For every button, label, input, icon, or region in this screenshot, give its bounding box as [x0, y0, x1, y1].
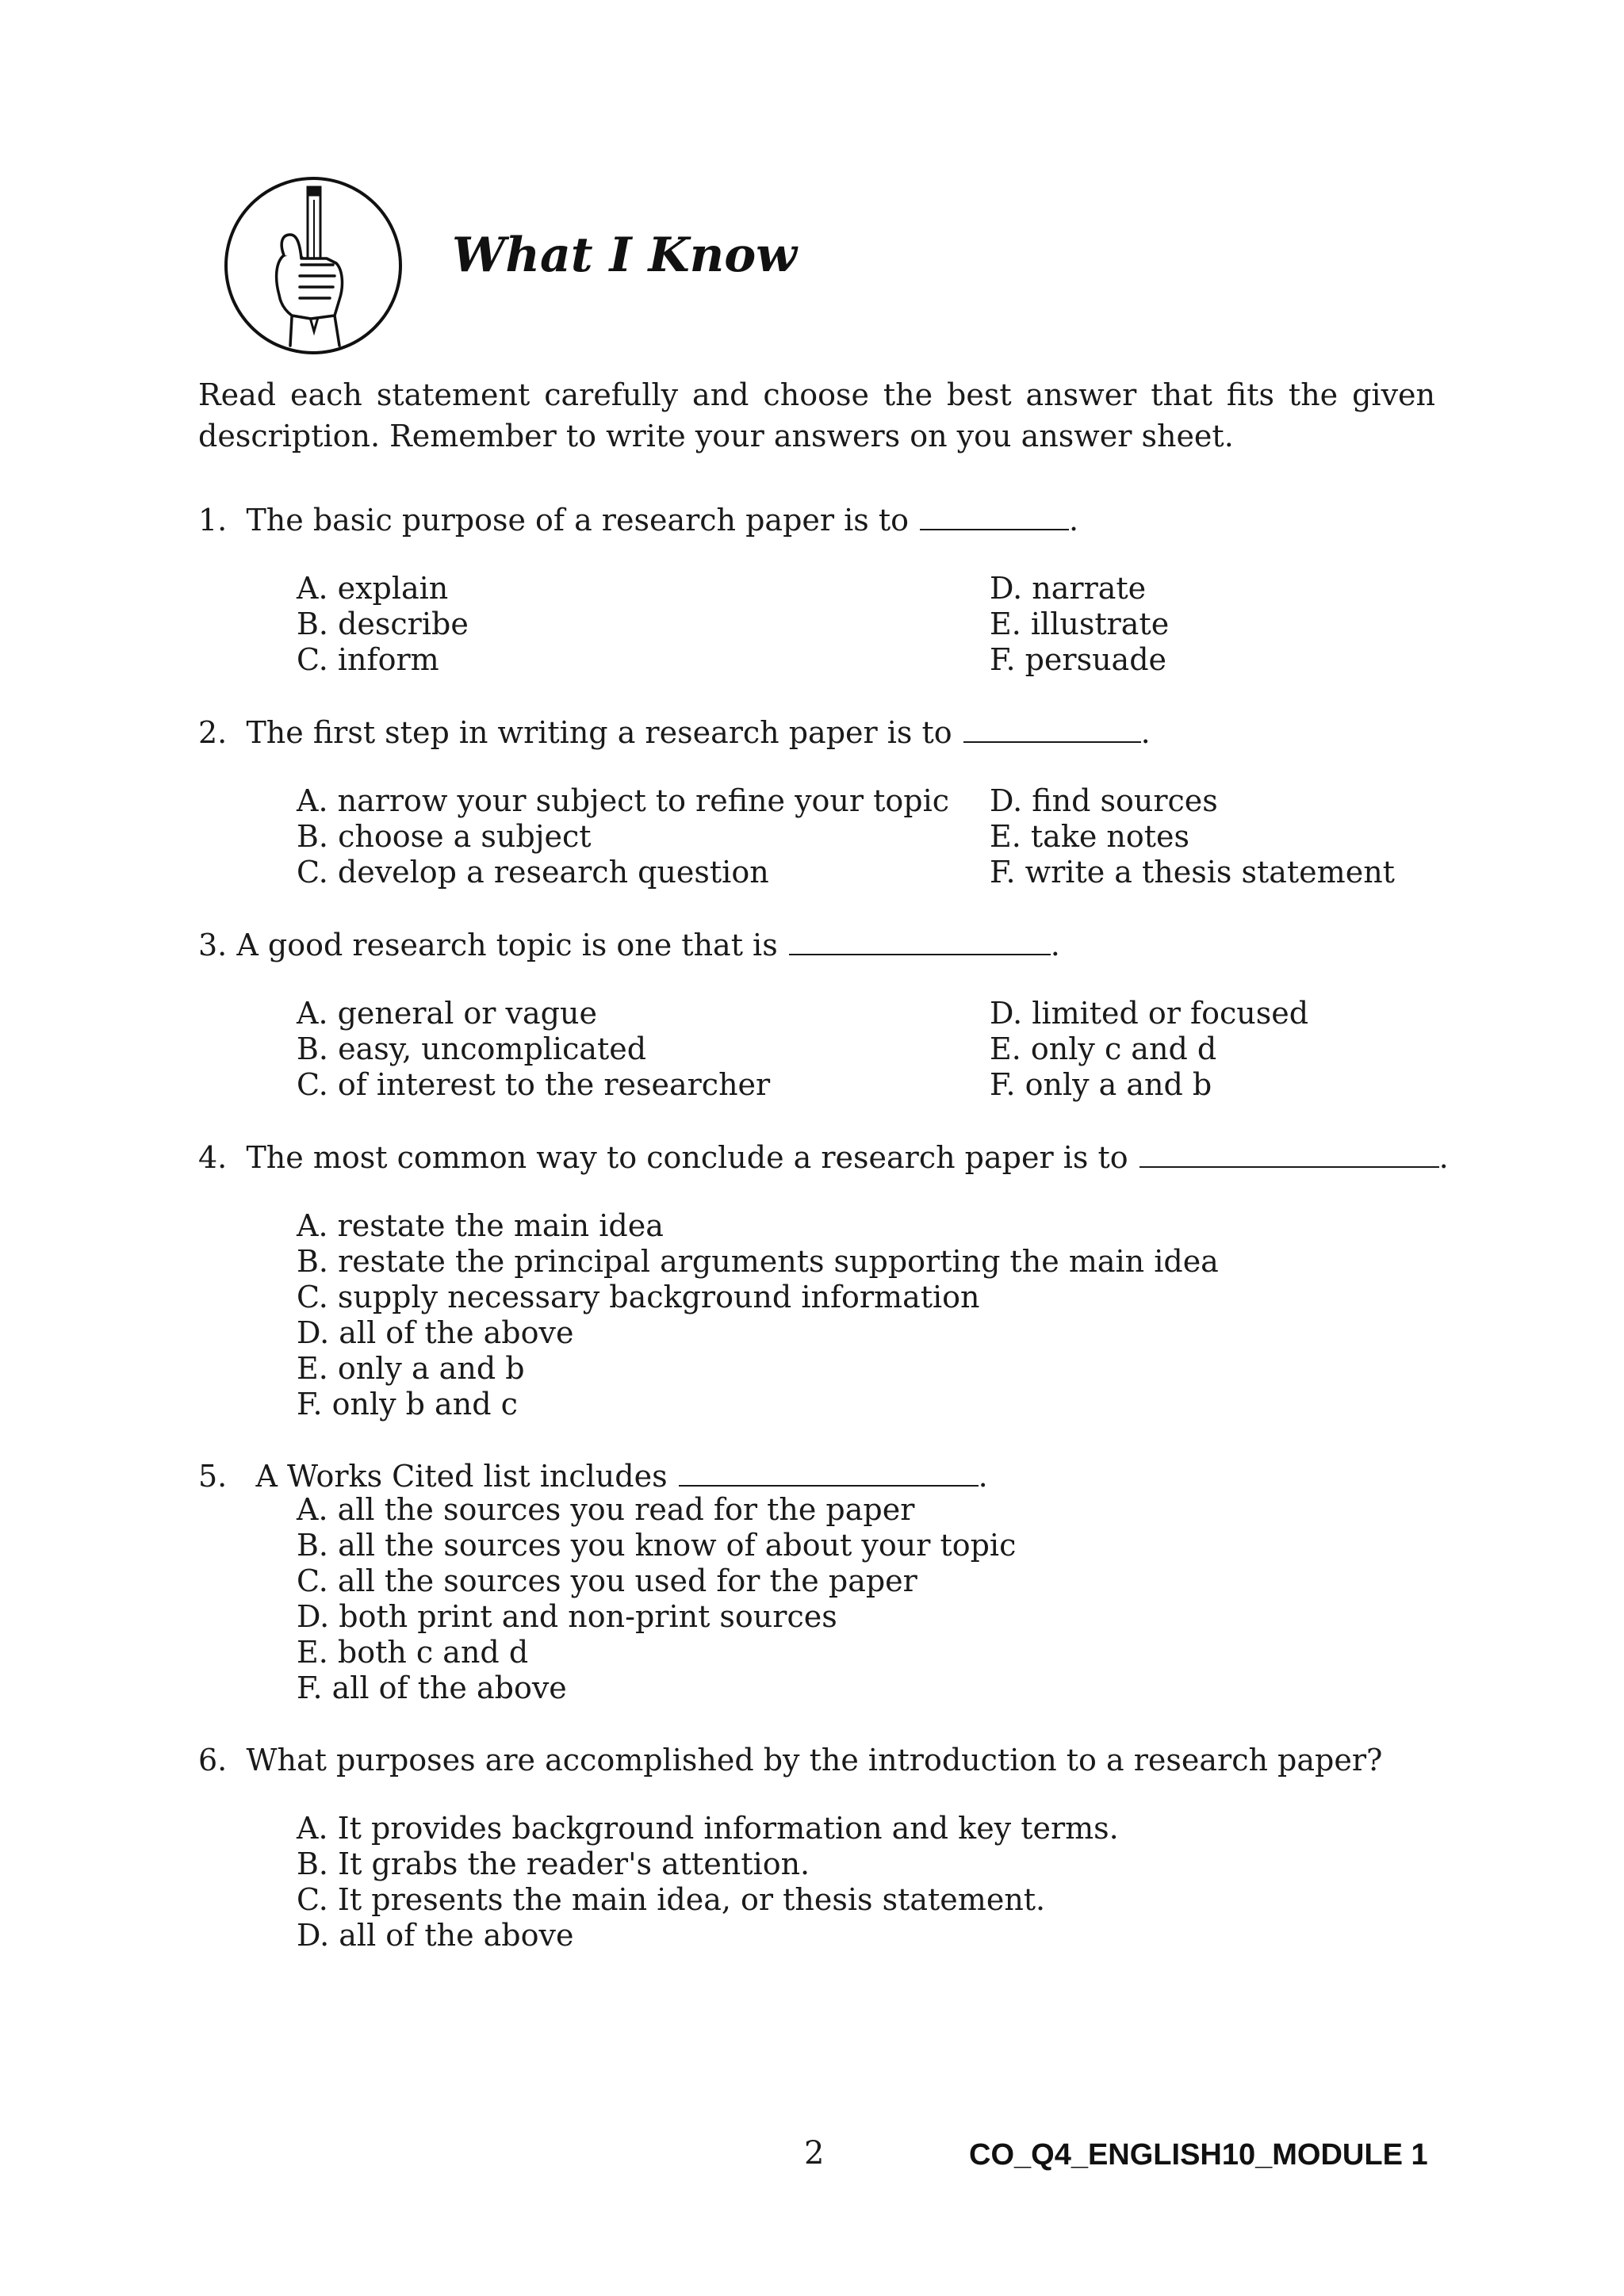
option: A. explain: [297, 571, 449, 606]
question-stem: A Works Cited list includes: [255, 1459, 668, 1494]
option: D. both print and non-print sources: [297, 1599, 837, 1634]
option: C. It presents the main idea, or thesis statement.: [297, 1882, 1046, 1917]
question-number: 4.: [198, 1140, 228, 1175]
answer-blank: [679, 1456, 979, 1487]
question-6-options: [297, 1811, 1454, 1954]
question-3: 3. A good research topic is one that is .: [198, 924, 1483, 966]
question-1-options: [297, 571, 1454, 678]
option: B. describe: [297, 607, 469, 641]
option: D. narrate: [990, 571, 1147, 606]
question-4: 4. The most common way to conclude a research paper is to .: [198, 1137, 1483, 1178]
option: A. narrow your subject to refine your topic: [297, 783, 950, 818]
option: B. choose a subject: [297, 819, 592, 854]
answer-blank: [963, 713, 1141, 743]
option: C. of interest to the researcher: [297, 1067, 771, 1102]
question-2: 2. The first step in writing a research paper is to .: [198, 712, 1483, 753]
question-6: [198, 1739, 1483, 1781]
question-stem: A good research topic is one that is: [236, 928, 778, 962]
instructions-text: Read each statement carefully and choose the best answer that fits the given description. Remember to write your answers on you answer sheet.: [198, 377, 1435, 453]
page-number: 2: [804, 2135, 825, 2172]
question-3-options: [297, 996, 1454, 1103]
option: B. easy, uncomplicated: [297, 1031, 647, 1066]
option: B. all the sources you know of about your topic: [297, 1528, 1017, 1563]
question-number: 2.: [198, 715, 228, 750]
option: D. all of the above: [297, 1315, 574, 1350]
option: E. only a and b: [297, 1351, 525, 1386]
question-number: 1.: [198, 503, 228, 538]
question-stem: What purposes are accomplished by the introduction to a research paper?: [246, 1743, 1383, 1777]
option: D. limited or focused: [990, 996, 1309, 1031]
question-4-options: [297, 1208, 1454, 1422]
question-number: 3.: [198, 928, 228, 962]
question-2-options: [297, 783, 1454, 890]
option: F. only a and b: [990, 1067, 1212, 1102]
option: B. It grabs the reader's attention.: [297, 1846, 810, 1881]
question-number: 6.: [198, 1743, 228, 1777]
answer-blank: [789, 925, 1051, 955]
option: C. all the sources you used for the paper: [297, 1563, 917, 1598]
option: E. only c and d: [990, 1031, 1217, 1066]
option: D. find sources: [990, 783, 1218, 818]
question-number: 5.: [198, 1459, 228, 1494]
option: A. It provides background information and key terms.: [297, 1811, 1119, 1846]
option: C. supply necessary background information: [297, 1280, 980, 1314]
option: F. write a thesis statement: [990, 855, 1395, 890]
module-code: CO_Q4_ENGLISH10_MODULE 1: [969, 2138, 1428, 2172]
option: C. develop a research question: [297, 855, 769, 890]
option: C. inform: [297, 642, 439, 677]
option: A. all the sources you read for the paper: [297, 1492, 915, 1527]
option: F. all of the above: [297, 1670, 567, 1705]
option: E. take notes: [990, 819, 1190, 854]
option: B. restate the principal arguments supporting the main idea: [297, 1244, 1219, 1279]
question-1: 1. The basic purpose of a research paper is to .: [198, 499, 1483, 541]
option: F. only b and c: [297, 1387, 518, 1422]
question-5-options: [297, 1492, 1454, 1706]
question-stem: The basic purpose of a research paper is to: [246, 503, 910, 538]
question-5: 5. A Works Cited list includes .: [198, 1456, 1483, 1497]
option: E. illustrate: [990, 607, 1170, 641]
option: F. persuade: [990, 642, 1167, 677]
page-title: What I Know: [452, 228, 797, 283]
question-stem: The most common way to conclude a research paper is to: [246, 1140, 1128, 1175]
hand-holding-pencil-icon: [224, 176, 403, 355]
answer-blank: [920, 500, 1069, 530]
option: D. all of the above: [297, 1918, 574, 1953]
option: A. restate the main idea: [297, 1208, 664, 1243]
option: A. general or vague: [297, 996, 597, 1031]
option: E. both c and d: [297, 1635, 529, 1670]
question-stem: The first step in writing a research paper is to: [246, 715, 952, 750]
answer-blank: [1139, 1138, 1439, 1168]
